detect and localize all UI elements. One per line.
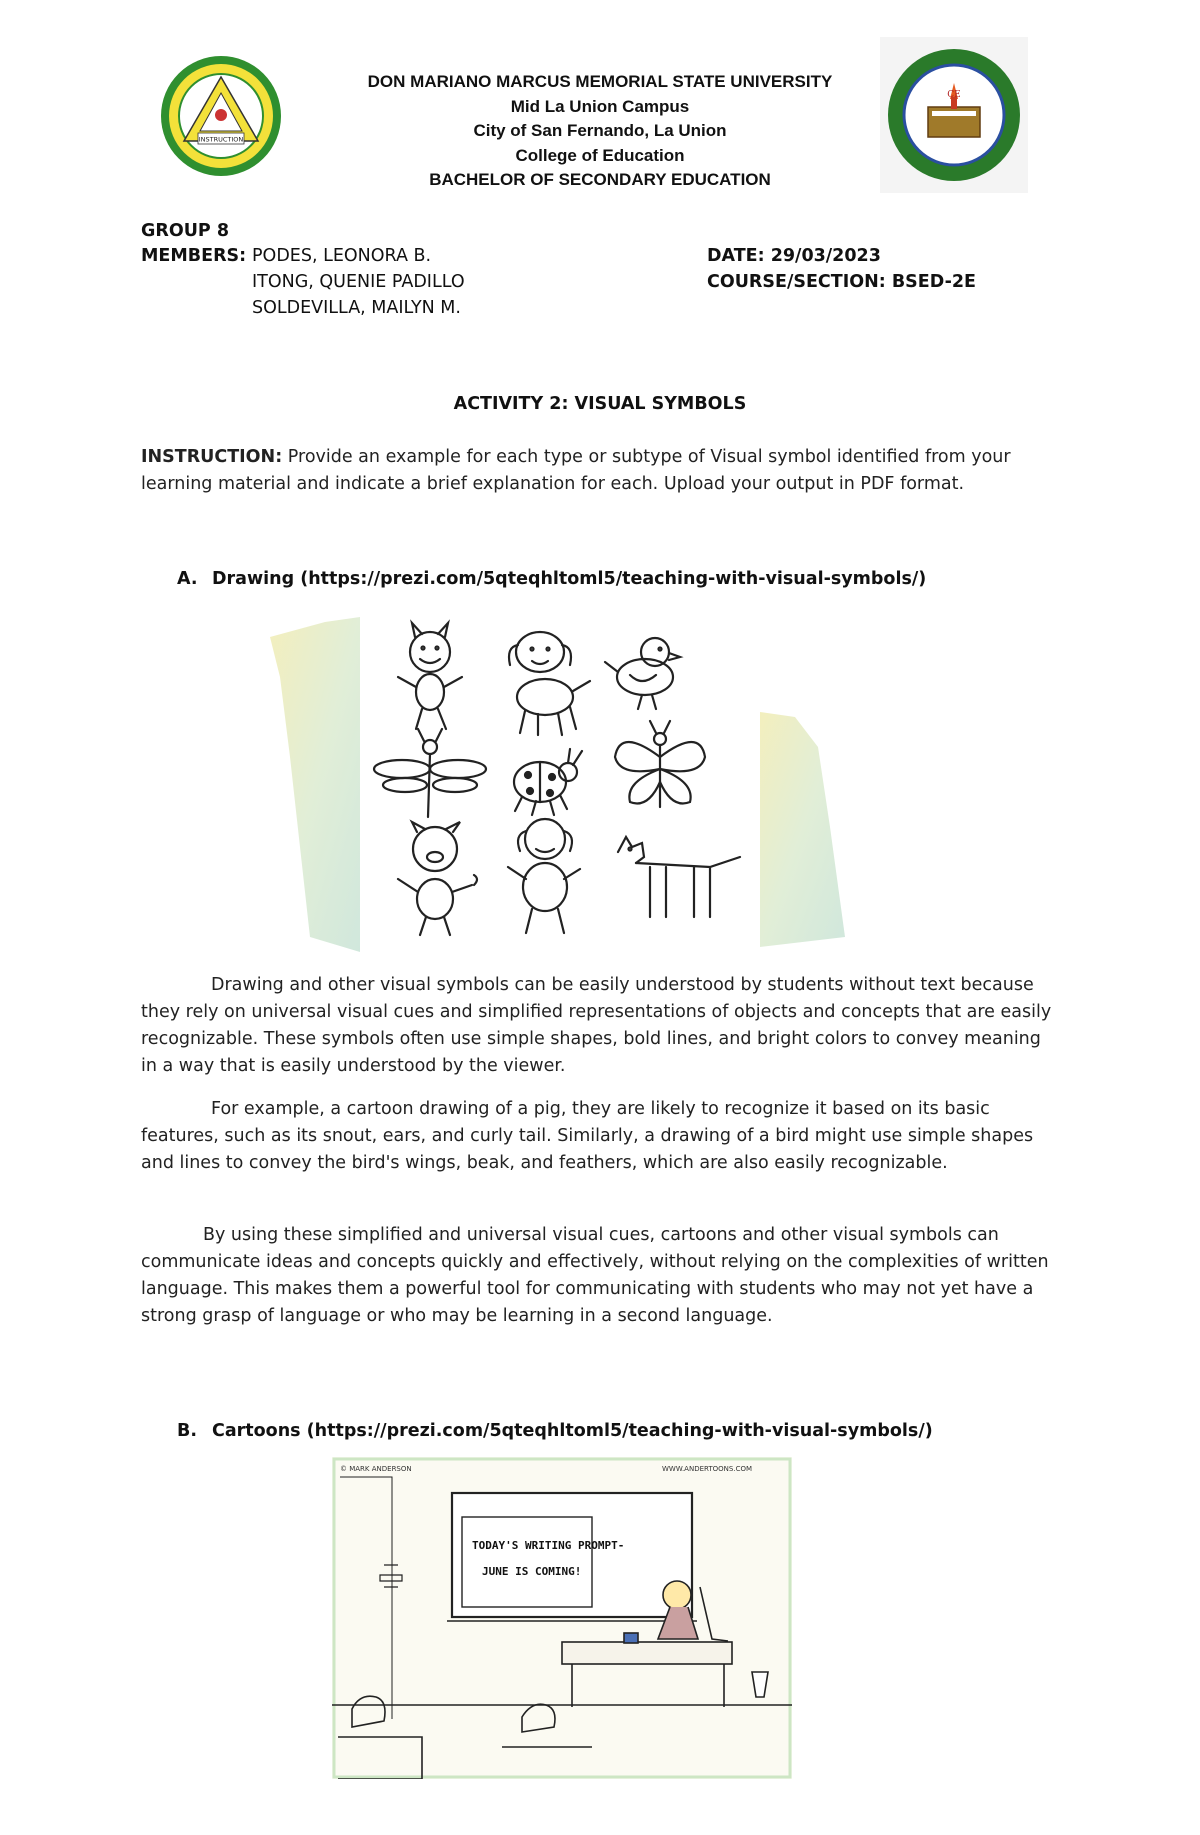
group-label: GROUP 8: [141, 221, 230, 241]
member-3: SOLDEVILLA, MAILYN M.: [252, 298, 461, 318]
right-logo-text: CE: [947, 90, 961, 100]
section-a-letter: A.: [177, 569, 198, 589]
university-header: [300, 70, 900, 193]
course-section-label: COURSE/SECTION: BSED-2E: [707, 272, 976, 292]
instruction-text: Provide an example for each type or subtype of Visual symbol identified from your learning material and indicate a brief explanation for each. Upload your output in PDF format.: [141, 447, 1011, 494]
paragraph-2: [141, 1096, 1061, 1177]
members-label: MEMBERS:: [141, 246, 247, 266]
paragraph-1: [141, 972, 1061, 1080]
section-a-title: Drawing (https://prezi.com/5qteqhltoml5/teaching-with-visual-symbols/): [212, 569, 927, 589]
member-1: PODES, LEONORA B.: [252, 246, 432, 266]
right-logo-bottom-text: M L U C: [938, 154, 970, 163]
classroom-cartoon-image: [332, 1457, 792, 1779]
paragraph-3-text: By using these simplified and universal visual cues, cartoons and other visual symbols can communicate ideas and concepts quickly and effectively, without relying on the complexities of written language. This makes them a powerful tool for communicating with students who may not yet have a strong grasp of language or who may be learning in a second language.: [141, 1225, 1049, 1326]
campus-name: Mid La Union Campus: [510, 96, 690, 116]
paragraph-3: [141, 1222, 1061, 1330]
section-b-letter: B.: [177, 1421, 197, 1441]
college-logo: [880, 37, 1028, 193]
college-name: College of Education: [515, 145, 685, 165]
drawing-doodles-image: [270, 617, 850, 952]
cartoon-board-line1: TODAY'S WRITING PROMPT-: [472, 1539, 625, 1552]
paragraph-2-text: For example, a cartoon drawing of a pig, they are likely to recognize it based on its basic features, such as its snout, ears, and curly tail. Similarly, a drawing of a bird might use simple shapes and lines to convey the bird's wings, beak, and feathers, which are also easily recognizable.: [141, 1099, 1034, 1173]
program-name: BACHELOR OF SECONDARY EDUCATION: [429, 170, 771, 189]
university-name: DON MARIANO MARCUS MEMORIAL STATE UNIVERSITY: [367, 72, 833, 91]
cartoon-credit-right: WWW.ANDERTOONS.COM: [662, 1465, 753, 1473]
left-logo-text: INSTRUCTION: [198, 135, 244, 144]
section-b-title: Cartoons (https://prezi.com/5qteqhltoml5/teaching-with-visual-symbols/): [212, 1421, 933, 1441]
instruction: [141, 444, 1061, 498]
date-label: DATE: 29/03/2023: [707, 246, 881, 266]
instruction-label: INSTRUCTION:: [141, 447, 283, 467]
activity-title: ACTIVITY 2: VISUAL SYMBOLS: [453, 394, 747, 414]
member-2: ITONG, QUENIE PADILLO: [252, 272, 465, 292]
cartoon-credit-left: © MARK ANDERSON: [340, 1465, 412, 1473]
paragraph-1-text: Drawing and other visual symbols can be easily understood by students without text because they rely on universal visual cues and simplified representations of objects and concepts that are easily recognizable. These symbols often use simple shapes, bold lines, and bright colors to convey meaning in a way that is easily understood by the viewer.: [141, 975, 1052, 1076]
cartoon-board-line2: JUNE IS COMING!: [482, 1565, 582, 1578]
university-seal-logo: [160, 55, 282, 177]
city-name: City of San Fernando, La Union: [473, 121, 727, 140]
